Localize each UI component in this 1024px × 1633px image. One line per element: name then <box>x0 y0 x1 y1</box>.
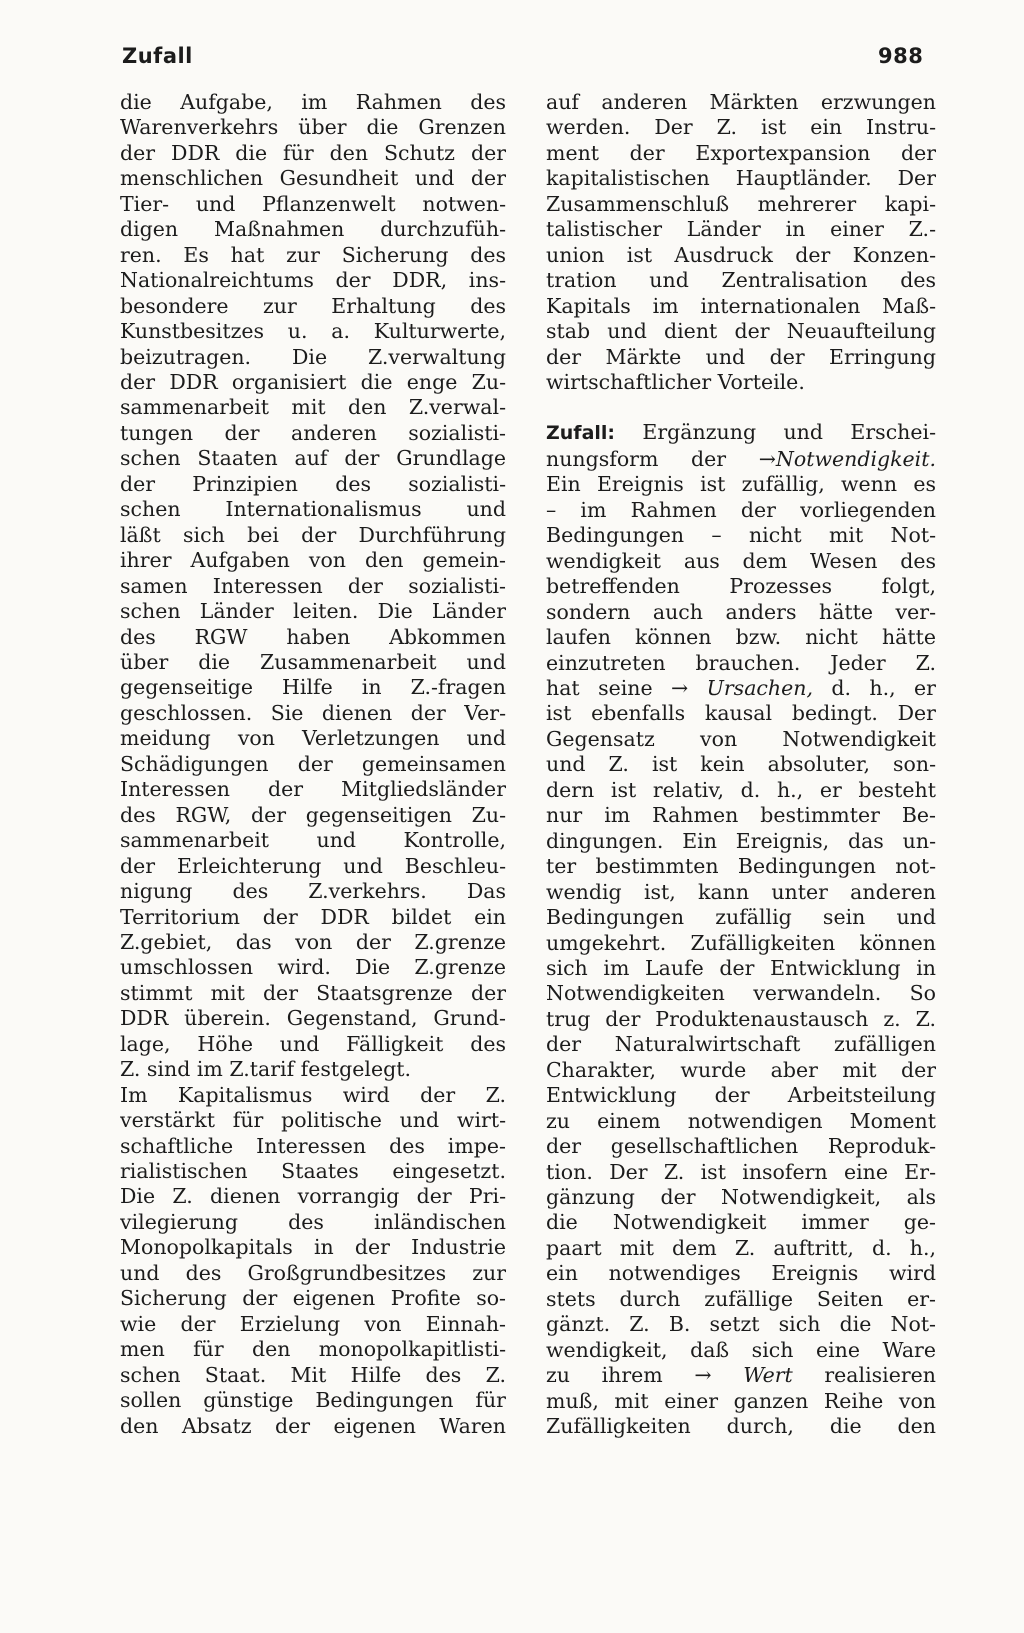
text-line: Z. sind im Z.tarif festgelegt. <box>120 1057 411 1082</box>
cross-reference-label: Wert <box>743 1363 793 1388</box>
text-line: Warenverkehrs über die Grenzen <box>120 115 506 140</box>
entry-keyword: Zufall: <box>546 422 616 445</box>
entry-body-c <box>546 1389 936 1440</box>
text-line: union ist Ausdruck der Konzen- <box>546 242 936 267</box>
previous-entry-continuation <box>546 90 936 395</box>
cross-reference-ursachen[interactable] <box>671 676 813 700</box>
entry-definition-start: Ergänzung und Erschei- <box>615 420 936 445</box>
text-line: Ein Ereignis ist zufällig, wenn es <box>546 472 936 497</box>
text-line: der gesellschaftlichen Reproduk- <box>546 1134 936 1159</box>
text-line: gegenseitige Hilfe in Z.-fragen <box>120 675 506 700</box>
text-line: sammenarbeit und Kontrolle, <box>120 828 506 853</box>
text-line: dern ist relativ, d. h., er besteht <box>546 777 936 802</box>
entry-body-b <box>546 701 936 1363</box>
text-line: paart mit dem Z. auftritt, d. h., <box>546 1235 936 1260</box>
text-line: wendigkeit aus dem Wesen des <box>546 548 936 573</box>
text-line: auf anderen Märkten erzwungen <box>546 90 936 114</box>
text-line: umschlossen wird. Die Z.grenze <box>120 955 506 980</box>
text-line: – im Rahmen der vorliegenden <box>546 497 936 522</box>
text-line: Im Kapitalismus wird der Z. <box>120 1082 506 1107</box>
text-line: vilegierung des inländischen <box>120 1209 506 1234</box>
running-head-title: Zufall <box>122 44 193 68</box>
entry-line <box>546 447 936 472</box>
text-line: beizutragen. Die Z.verwaltung <box>120 344 506 369</box>
text-line: tration und Zentralisation des <box>546 268 936 293</box>
text-line: Entwicklung der Arbeitsteilung <box>546 1083 936 1108</box>
text-line: men für den monopolkapitlisti- <box>120 1337 506 1362</box>
text-line: wie der Erzielung von Einnah- <box>120 1311 506 1336</box>
text-line: der DDR organisiert die enge Zu- <box>120 369 506 394</box>
entry-zufall <box>546 420 936 1439</box>
entry-line <box>546 676 936 701</box>
entry-body-a <box>546 472 936 676</box>
line-text: nungsform der <box>546 446 759 471</box>
text-line: Die Z. dienen vorrangig der Pri- <box>120 1184 506 1209</box>
cross-reference-label: Ursachen, <box>706 675 813 700</box>
text-line: die Aufgabe, im Rahmen des <box>120 90 506 114</box>
text-line: der Erleichterung und Beschleu- <box>120 853 506 878</box>
arrow-icon: → <box>758 446 776 471</box>
text-line: des RGW, der gegenseitigen Zu- <box>120 802 506 827</box>
text-line: schen Internationalismus und <box>120 497 506 522</box>
text-line: Zusammenschluß mehrerer kapi- <box>546 191 936 216</box>
text-line: wendig ist, kann unter anderen <box>546 879 936 904</box>
arrow-icon: → <box>694 1363 712 1388</box>
text-line: ren. Es hat zur Sicherung des <box>120 242 506 267</box>
text-line: Schädigungen der gemeinsamen <box>120 751 506 776</box>
text-line: zu einem notwendigen Moment <box>546 1108 936 1133</box>
text-line: stab und dient der Neuaufteilung <box>546 319 936 344</box>
cross-reference-label: Notwendigkeit. <box>775 446 936 471</box>
text-line: kapitalistischen Hauptländer. Der <box>546 166 936 191</box>
cross-reference-notwendigkeit[interactable] <box>759 447 936 471</box>
text-line: Gegensatz von Notwendigkeit <box>546 726 936 751</box>
text-line: und des Großgrundbesitzes zur <box>120 1260 506 1285</box>
text-line: Bedingungen zufällig sein und <box>546 905 936 930</box>
text-line: samen Interessen der sozialisti- <box>120 573 506 598</box>
text-line: Z.gebiet, das von der Z.grenze <box>120 929 506 954</box>
text-line: werden. Der Z. ist ein Instru- <box>546 115 936 140</box>
text-line: lage, Höhe und Fälligkeit des <box>120 1031 506 1056</box>
text-line: nigung des Z.verkehrs. Das <box>120 879 506 904</box>
text-line: ter bestimmten Bedingungen not- <box>546 854 936 879</box>
text-line: tion. Der Z. ist insofern eine Er- <box>546 1159 936 1184</box>
text-line: ment der Exportexpansion der <box>546 140 936 165</box>
text-line: Monopolkapitals in der Industrie <box>120 1235 506 1260</box>
text-line: umgekehrt. Zufälligkeiten können <box>546 930 936 955</box>
text-line: des RGW haben Abkommen <box>120 624 506 649</box>
text-line: schaftliche Interessen des impe- <box>120 1133 506 1158</box>
page-number: 988 <box>878 44 924 68</box>
text-line: geschlossen. Sie dienen der Ver- <box>120 700 506 725</box>
text-line: Tier- und Pflanzenwelt notwen- <box>120 191 506 216</box>
text-line: Territorium der DDR bildet ein <box>120 904 506 929</box>
text-line: der Prinzipien des sozialisti- <box>120 471 506 496</box>
line-text: realisieren <box>792 1363 936 1388</box>
text-line: läßt sich bei der Durchführung <box>120 522 506 547</box>
line-text: d. h., er <box>812 675 936 700</box>
text-line: schen Staat. Mit Hilfe des Z. <box>120 1362 506 1387</box>
text-line: stets durch zufällige Seiten er- <box>546 1286 936 1311</box>
text-line: nur im Rahmen bestimmter Be- <box>546 803 936 828</box>
text-line: Interessen der Mitgliedsländer <box>120 777 506 802</box>
text-line: stimmt mit der Staatsgrenze der <box>120 980 506 1005</box>
cross-reference-wert[interactable] <box>694 1363 792 1387</box>
line-text: hat seine <box>546 675 672 700</box>
text-line: über die Zusammenarbeit und <box>120 649 506 674</box>
text-line: betreffenden Prozesses folgt, <box>546 574 936 599</box>
text-line: der DDR die für den Schutz der <box>120 140 506 165</box>
text-line: der Märkte und der Erringung <box>546 344 936 369</box>
text-line: schen Staaten auf der Grundlage <box>120 446 506 471</box>
text-line: ihrer Aufgaben von den gemein- <box>120 548 506 573</box>
text-line: wirtschaftlicher Vorteile. <box>546 369 805 394</box>
text-line: Notwendigkeiten verwandeln. So <box>546 981 936 1006</box>
text-line: Kapitals im internationalen Maß- <box>546 293 936 318</box>
text-line: laufen können bzw. nicht hätte <box>546 625 936 650</box>
text-line: schen Länder leiten. Die Länder <box>120 599 506 624</box>
text-line: ist ebenfalls kausal bedingt. Der <box>546 701 936 726</box>
text-line: Nationalreichtums der DDR, ins- <box>120 268 506 293</box>
text-line: wendigkeit, daß sich eine Ware <box>546 1337 936 1362</box>
text-line: trug der Produktenaustausch z. Z. <box>546 1006 936 1031</box>
text-line: rialistischen Staates eingesetzt. <box>120 1159 506 1184</box>
text-line: sammenarbeit mit den Z.verwal- <box>120 395 506 420</box>
text-line: den Absatz der eigenen Waren <box>120 1413 506 1438</box>
text-line: gänzt. Z. B. setzt sich die Not- <box>546 1312 936 1337</box>
arrow-icon: → <box>671 675 689 700</box>
text-line: dingungen. Ein Ereignis, das un- <box>546 828 936 853</box>
text-line: menschlichen Gesundheit und der <box>120 166 506 191</box>
text-line: Sicherung der eigenen Profite so- <box>120 1286 506 1311</box>
text-line: talistischer Länder in einer Z.- <box>546 217 936 242</box>
text-line: Zufälligkeiten durch, die den <box>546 1414 936 1439</box>
text-line: DDR überein. Gegenstand, Grund- <box>120 1006 506 1031</box>
entry-line <box>546 1363 936 1388</box>
text-line: muß, mit einer ganzen Reihe von <box>546 1388 936 1413</box>
text-line: sollen günstige Bedingungen für <box>120 1388 506 1413</box>
right-column <box>546 90 936 1440</box>
text-line: gänzung der Notwendigkeit, als <box>546 1185 936 1210</box>
text-line: sondern auch anders hätte ver- <box>546 599 936 624</box>
text-line: Charakter, wurde aber mit der <box>546 1057 936 1082</box>
text-line: und Z. ist kein absoluter, son- <box>546 752 936 777</box>
left-column <box>120 90 506 1439</box>
text-line: verstärkt für politische und wirt- <box>120 1108 506 1133</box>
text-line: Bedingungen – nicht mit Not- <box>546 523 936 548</box>
text-line: meidung von Verletzungen und <box>120 726 506 751</box>
text-line: digen Maßnahmen durchzufüh- <box>120 217 506 242</box>
text-line: besondere zur Erhaltung des <box>120 293 506 318</box>
text-line: der Naturalwirtschaft zufälligen <box>546 1032 936 1057</box>
text-line: tungen der anderen sozialisti- <box>120 420 506 445</box>
line-text: zu ihrem <box>546 1363 695 1388</box>
text-line: sich im Laufe der Entwicklung in <box>546 955 936 980</box>
entry-line <box>546 420 936 446</box>
text-line: ein notwendiges Ereignis wird <box>546 1261 936 1286</box>
text-line: Kunstbesitzes u. a. Kulturwerte, <box>120 319 506 344</box>
text-line: die Notwendigkeit immer ge- <box>546 1210 936 1235</box>
text-line: einzutreten brauchen. Jeder Z. <box>546 650 936 675</box>
